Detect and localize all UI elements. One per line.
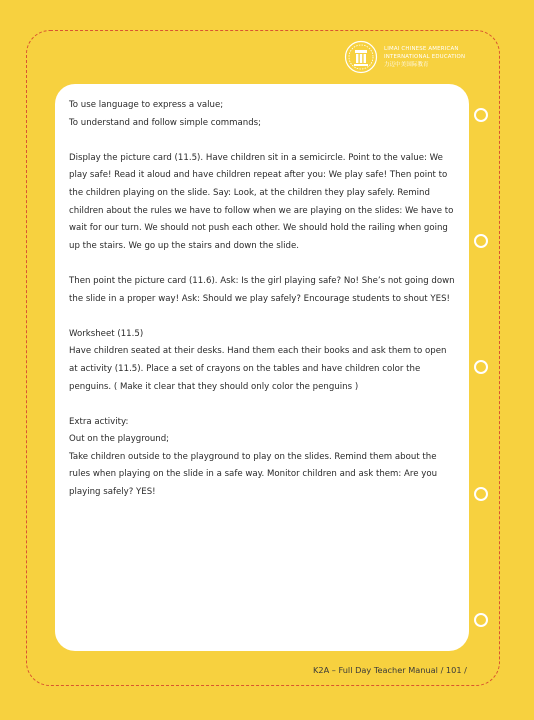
instruction-paragraph-2: Then point the picture card (11.6). Ask: Is the girl playing safe? No! She’s not going down the slide in a proper way! Ask: Should we play safely? Encourage students to shout YES! xyxy=(69,275,455,304)
brand-line-1: LIMAI CHINESE AMERICAN xyxy=(384,46,459,52)
binder-hole xyxy=(474,360,488,374)
worksheet-title: Worksheet (11.5) xyxy=(69,328,144,339)
binder-hole xyxy=(474,613,488,627)
content-card xyxy=(55,84,469,651)
instruction-paragraph-1: Display the picture card (11.5). Have children sit in a semicircle. Point to the value: We play safe! Read it aloud and have children repeat after you: We play safe! Then point to the children playing on the slide. Say: Look, at the children they play safely. Remind children about the rules we have to follow when we are playing on the slides: We have to wait for our turn. We should not push each other. We should hold the railing when going up the stairs. We go up the stairs and down the slide. xyxy=(69,152,454,251)
objective-2: To understand and follow simple commands; xyxy=(69,117,262,128)
worksheet-body: Have children seated at their desks. Hand them each their books and ask them to open at activity (11.5). Place a set of crayons on the tables and have children color the penguins. ( Make it clear that they should only color the penguins ) xyxy=(69,346,447,392)
extra-activity-subtitle: Out on the playground; xyxy=(69,434,170,445)
brand-line-3: 力迈中美国际教育 xyxy=(384,62,429,68)
brand-line-2: INTERNATIONAL EDUCATION xyxy=(384,54,466,60)
page-footer: K2A – Full Day Teacher Manual / 101 / xyxy=(313,665,467,675)
brand-logo xyxy=(344,40,465,74)
emblem-icon xyxy=(344,40,378,74)
extra-activity-body: Take children outside to the playground to play on the slides. Remind them about the rules when playing on the slide in a safe way. Monitor children and ask them: Are you playing safely? YES! xyxy=(69,451,438,498)
binder-hole xyxy=(474,108,488,122)
binder-hole xyxy=(474,234,488,248)
brand-text xyxy=(384,45,465,69)
objective-1: To use language to express a value; xyxy=(69,100,224,110)
extra-activity-title: Extra activity: xyxy=(69,416,129,427)
binder-hole xyxy=(474,487,488,501)
